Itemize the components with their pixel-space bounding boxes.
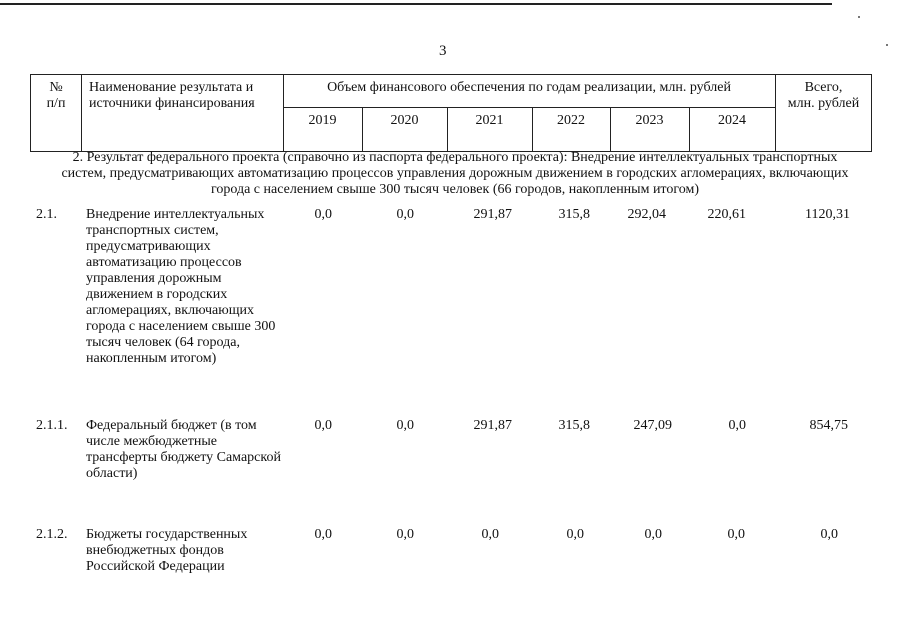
row-name: Бюджеты государственных внебюджетных фондов Российской Федерации: [86, 527, 248, 574]
row-name: Федеральный бюджет (в том числе межбюджетные трансферты бюджету Самарской области): [86, 418, 281, 481]
row-value: 0,0: [396, 207, 414, 222]
row-value: 220,61: [707, 207, 746, 222]
header-year: 2019: [308, 113, 337, 128]
row-total: 1120,31: [805, 207, 850, 222]
scan-top-border: [0, 3, 832, 5]
column-divider: [81, 75, 82, 151]
header-name: Наименование результата и источники финансирования: [89, 80, 255, 111]
row-value: 0,0: [727, 527, 745, 542]
header-year: 2020: [390, 113, 419, 128]
scan-speck: [886, 44, 888, 46]
row-value: 291,87: [473, 207, 512, 222]
row-value: 291,87: [473, 418, 512, 433]
row-value: 315,8: [558, 418, 590, 433]
row-value: 0,0: [396, 418, 414, 433]
row-divider: [283, 107, 775, 108]
row-number: 2.1.: [36, 207, 57, 222]
section-title: 2. Результат федерального проекта (справочно из паспорта федерального проекта): Внедрение интеллектуальных транспортных систем, предусматривающих автоматизацию процессов управления дорожным движением в городских агломерациях, включающих города с населением свыше 300 тысяч человек (66 городов, накопленным итогом): [61, 150, 849, 197]
header-year: 2021: [475, 113, 504, 128]
scan-speck: [858, 16, 860, 18]
row-value: 0,0: [644, 527, 662, 542]
row-value: 0,0: [314, 418, 332, 433]
row-value: 292,04: [627, 207, 666, 222]
header-volume: Объем финансового обеспечения по годам реализации, млн. рублей: [327, 80, 731, 95]
header-year: 2024: [718, 113, 746, 128]
row-total: 854,75: [809, 418, 848, 433]
row-number: 2.1.1.: [36, 418, 68, 433]
row-value: 0,0: [396, 527, 414, 542]
table-header: [30, 74, 872, 152]
row-name: Внедрение интеллектуальных транспортных систем, предусматривающих автоматизацию процессов управления дорожным движением в городских агломерациях, включающих города с населением свыше 300 тысяч человек (64 города, накопленным итогом): [86, 207, 276, 366]
page-number: 3: [439, 43, 447, 59]
row-value: 0,0: [728, 418, 746, 433]
header-number: № п/п: [46, 80, 66, 111]
row-value: 247,09: [633, 418, 672, 433]
row-value: 315,8: [558, 207, 590, 222]
header-year: 2022: [557, 113, 585, 128]
row-value: 0,0: [481, 527, 499, 542]
row-value: 0,0: [314, 207, 332, 222]
header-year: 2023: [635, 113, 664, 128]
row-number: 2.1.2.: [36, 527, 68, 542]
row-value: 0,0: [566, 527, 584, 542]
row-value: 0,0: [314, 527, 332, 542]
row-total: 0,0: [820, 527, 838, 542]
header-total: Всего, млн. рублей: [787, 80, 860, 111]
